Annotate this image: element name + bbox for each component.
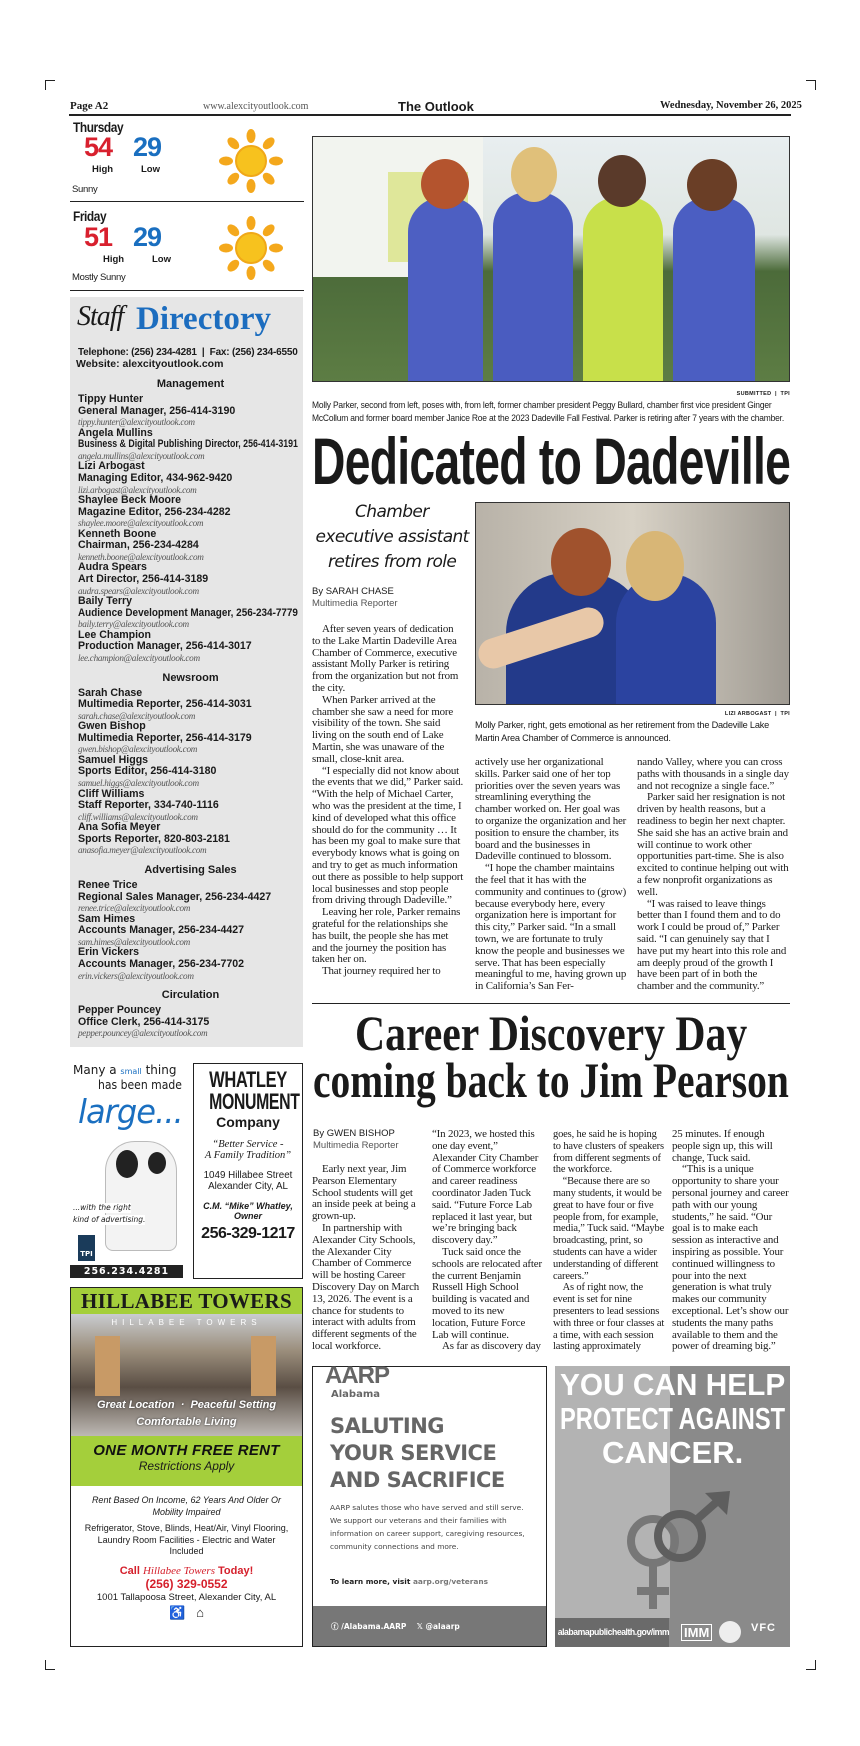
headline-line: CANCER. <box>602 1435 744 1470</box>
staff-title: Sports Reporter, 820-803-2181 <box>78 832 230 845</box>
x-icon: 𝕏 <box>416 1622 423 1631</box>
vfc-logo: VFC <box>751 1622 776 1634</box>
headline: coming back to Jim Pearson <box>313 1052 789 1108</box>
article-column <box>432 1129 542 1353</box>
headline-wrap <box>312 424 791 498</box>
person-head <box>551 528 611 596</box>
section-rule <box>312 1003 790 1004</box>
x-handle[interactable]: @alaarp <box>425 1622 460 1631</box>
staff-email[interactable]: baily.terry@alexcityoutlook.com <box>78 619 189 630</box>
person-head <box>511 147 557 202</box>
staff-email[interactable]: shaylee.moore@alexcityoutlook.com <box>78 518 204 529</box>
facebook-icon: ⓕ <box>331 1622 339 1631</box>
low-label: Low <box>152 254 171 265</box>
headline-line <box>312 1005 790 1061</box>
person-head <box>421 159 469 209</box>
ad-text: small <box>120 1067 142 1076</box>
article-column <box>672 1129 790 1353</box>
staff-email[interactable]: tippy.hunter@alexcityoutlook.com <box>78 417 195 428</box>
directory-entry <box>78 461 303 495</box>
ad-owner: C.M. “Mike” Whatley, <box>203 1201 293 1211</box>
staff-title: Art Director, 256-414-3189 <box>78 573 209 586</box>
staff-name: Tippy Hunter <box>78 393 144 405</box>
weather-day: Friday <box>73 208 107 224</box>
deck-line: retires from role <box>328 552 457 572</box>
article-paragraph: “In 2023, we hosted this one day event,” Alexander City Chamber of Commerce workforce and career readiness coordinator Jaden Tuck said. “Future Force Lab replaced it last year, but we’re bringing back discovery day.” <box>432 1128 539 1247</box>
aarp-cta <box>330 1577 488 1587</box>
byline <box>313 1128 399 1152</box>
directory-entry <box>78 562 303 596</box>
directory-entry <box>78 428 303 462</box>
ad-text: Many a <box>73 1063 117 1077</box>
weather-condition: Mostly Sunny <box>72 272 126 283</box>
staff-email[interactable]: pepper.pouncey@alexcityoutlook.com <box>78 1028 208 1039</box>
imm-logo: IMM <box>681 1624 712 1641</box>
ad-text: Hillabee Towers <box>142 1564 215 1577</box>
accessibility-icon: ♿ <box>169 1604 186 1620</box>
staff-name: Shaylee Beck Moore <box>78 494 182 507</box>
directory-title: Directory <box>136 301 271 337</box>
staff-email[interactable]: anasofia.meyer@alexcityoutlook.com <box>78 845 207 856</box>
ad-headline: large... <box>78 1092 183 1131</box>
byline <box>312 586 398 610</box>
ad-text: ...with the right <box>73 1203 131 1212</box>
directory-title-script: Staff <box>77 301 124 332</box>
directory-entry <box>78 789 303 823</box>
ad-offer-note: Restrictions Apply <box>138 1459 235 1473</box>
high-label: High <box>92 164 114 175</box>
directory-entry <box>78 529 303 563</box>
headline: Career Discovery Day <box>355 1005 748 1061</box>
aarp-logo: AARP <box>325 1362 390 1389</box>
directory-entry <box>78 755 303 789</box>
ad-slogan: A Family Tradition” <box>204 1150 292 1161</box>
staff-email[interactable]: gwen.bishop@alexcityoutlook.com <box>78 744 198 755</box>
staff-title: Magazine Editor, 256-234-4282 <box>78 505 231 518</box>
headline-line: YOUR SERVICE <box>330 1441 497 1465</box>
paper-name: The Outlook <box>398 99 474 114</box>
staff-title: Accounts Manager, 256-234-7702 <box>78 957 245 970</box>
staff-email[interactable]: angela.mullins@alexcityoutlook.com <box>78 450 205 461</box>
ad-call <box>71 1565 302 1577</box>
weather-divider <box>70 201 304 202</box>
article-paragraph: 25 minutes. If enough people sign up, this will change, Tuck said. <box>672 1128 773 1164</box>
staff-name: Lizi Arbogast <box>78 460 145 473</box>
staff-name: Audra Spears <box>78 561 147 574</box>
directory-entry <box>78 721 303 755</box>
staff-name: Baily Terry <box>78 595 132 608</box>
aarp-ad[interactable] <box>312 1362 547 1647</box>
deck-line: executive assistant <box>315 527 469 547</box>
article-paragraph: That journey required her to <box>322 965 441 978</box>
staff-name: Lee Champion <box>78 628 151 641</box>
article-column <box>637 757 791 993</box>
site-url[interactable]: www.alexcityoutlook.com <box>203 101 309 112</box>
article-paragraph: Leaving her role, Parker remains grateful for the relationships she has built, the people she has met and the journey the position has taken her on. <box>312 906 461 966</box>
ad-name: WHATLEY <box>209 1067 287 1092</box>
person <box>408 197 483 382</box>
directory-website[interactable]: Website: alexcityoutlook.com <box>76 358 224 370</box>
photo-credit: LIZI ARBOGAST | TPI <box>724 711 790 717</box>
staff-email[interactable]: sarah.chase@alexcityoutlook.com <box>78 710 196 721</box>
hillabee-towers-ad[interactable] <box>70 1287 303 1647</box>
staff-name: Sarah Chase <box>78 686 143 699</box>
article-paragraph: “I was raised to leave things better than I found them and to do work I could be proud of,” Parker said. “I can genuinely say that I have put my heart into this role and am deeply proud of the growth I have been part of in both the chamber and the community.” <box>637 897 787 993</box>
staff-title: Accounts Manager, 256-234-4427 <box>78 924 245 937</box>
staff-title: Business & Digital Publishing Director, 256-414-3191 <box>78 438 298 451</box>
brick-pillar <box>251 1336 276 1396</box>
staff-email[interactable]: kenneth.boone@alexcityoutlook.com <box>78 551 204 562</box>
directory-entry <box>78 630 303 664</box>
article-paragraph: Parker said her resignation is not driven by health reasons, but a readiness to begin her next chapter. She said she has an active brain and will continue to work other opportunities part-time. She is also excited to continue helping out with a few nonprofit organizations as well. <box>637 791 789 898</box>
staff-name: Cliff Williams <box>78 787 145 800</box>
staff-name: Kenneth Boone <box>78 527 157 540</box>
crop-mark <box>806 1660 816 1670</box>
person-head <box>687 159 737 211</box>
ad-tagline: Comfortable Living <box>136 1416 237 1428</box>
article-paragraph: “I especially did not know about the events that we did,” Parker said. “With the help of Michael Carter, who was the president at the time, I kind of developed what this office should do for the community … It has been my goal to make sure that everybody knows what is going on and try to get as much information out there as possible to help support local businesses and stop people from driving through Dadeville.” <box>312 764 464 907</box>
headline-wrap <box>312 1005 790 1108</box>
page-number: Page A2 <box>70 100 109 112</box>
staff-email[interactable]: cliff.williams@alexcityoutlook.com <box>78 811 198 822</box>
article-paragraph: goes, he said he is hoping to have clusters of speakers from different segments of the workforce. <box>553 1128 664 1176</box>
directory-contact: Telephone: (256) 234-4281 | Fax: (256) 234-6550 <box>78 347 298 358</box>
staff-email[interactable]: samuel.higgs@alexcityoutlook.com <box>78 778 199 789</box>
ad-owner: Owner <box>233 1211 262 1221</box>
staff-name: Angela Mullins <box>78 426 153 439</box>
aarp-headline <box>330 1413 505 1494</box>
directory-entry <box>78 495 303 529</box>
headline-line: YOU CAN HELP <box>560 1367 786 1402</box>
person-head <box>626 531 684 601</box>
article-paragraph: Tuck said once the schools are relocated after the current Benjamin Russell High School building is vacated and moved to its new location, Future Force Lab will continue. <box>432 1245 542 1341</box>
directory-entry <box>78 880 303 914</box>
ad-text <box>73 1063 176 1079</box>
staff-title: Audience Development Manager, 256-234-7779 <box>78 606 298 619</box>
offer-banner <box>71 1436 302 1486</box>
photo-credit: SUBMITTED | TPI <box>736 391 790 397</box>
article-paragraph: After seven years of dedication to the Lake Martin Dadeville Area Chamber of Commerce, executive assistant Molly Parker is retiring from the organization but not from the city. <box>312 623 459 694</box>
byline-role: Multimedia Reporter <box>312 598 398 609</box>
article-paragraph: When Parker arrived at the chamber she saw a need for more visibility of the town. She said living on the south end of Lake Martin, she was unaware of the small, close-knit area. <box>312 693 454 765</box>
staff-title: Regional Sales Manager, 256-234-4427 <box>78 890 272 903</box>
header-rule <box>69 114 791 116</box>
cta-text: To learn more, visit <box>330 1577 411 1586</box>
ad-offer: ONE MONTH FREE RENT <box>93 1442 280 1459</box>
directory-list <box>70 378 303 1039</box>
deck-line: Chamber <box>355 502 429 522</box>
article-column <box>312 1164 420 1353</box>
crop-mark <box>45 1660 55 1670</box>
dog-illustration <box>105 1141 177 1251</box>
ad-phone: 256-329-1217 <box>201 1225 295 1242</box>
high-temp: 51 <box>84 222 113 252</box>
staff-title: Chairman, 256-234-4284 <box>78 539 199 552</box>
staff-name: Gwen Bishop <box>78 720 146 733</box>
facebook-handle[interactable]: /Alabama.AARP <box>341 1622 407 1631</box>
person <box>493 192 573 382</box>
staff-name: Erin Vickers <box>78 946 140 959</box>
article-column <box>312 624 464 978</box>
staff-title: Multimedia Reporter, 256-414-3031 <box>78 698 252 711</box>
photo-caption: Molly Parker, second from left, poses with, from left, former chamber president Peggy Bullard, chamber first vice president Ginger McCollum and former board member Janice Roe at the 2023 Dadeville Fall Festival. Parker is retiring after 7 years with the chamber. <box>312 400 785 423</box>
ad-name: Company <box>216 1114 280 1130</box>
staff-title: Multimedia Reporter, 256-414-3179 <box>78 731 252 744</box>
ad-slogan: “Better Service - <box>212 1139 284 1150</box>
staff-name: Samuel Higgs <box>78 753 149 766</box>
brick-pillar <box>95 1336 120 1396</box>
high-label: High <box>103 254 125 265</box>
chamber-group-photo <box>312 136 790 382</box>
directory-entry <box>78 688 303 722</box>
ad-title: HILLABEE TOWERS <box>71 1288 302 1314</box>
cancer-headline <box>555 1368 790 1470</box>
article-paragraph: “Because there are so many students, it would be great to have four or five people from, for example, media,” Tuck said. “Maybe broadcasting, print, so students can have a wider understanding of different careers.” <box>553 1175 665 1282</box>
weather-divider <box>70 290 304 291</box>
directory-section-heading: Circulation <box>161 989 220 1001</box>
article-paragraph: nando Valley, where you can cross paths with thousands in a single day and not recognize a single face.” <box>637 756 789 792</box>
staff-email[interactable]: erin.vickers@alexcityoutlook.com <box>78 970 194 981</box>
article-deck <box>312 500 472 575</box>
weather-condition: Sunny <box>72 184 98 195</box>
staff-name: Pepper Pouncey <box>78 1004 162 1016</box>
ad-address: Alexander City, AL <box>208 1181 288 1192</box>
staff-title: General Manager, 256-414-3190 <box>78 404 236 417</box>
directory-entry <box>78 947 303 981</box>
emotional-hug-photo <box>475 502 790 705</box>
crop-mark <box>806 80 816 90</box>
article-paragraph: “I hope the chamber maintains the feel that it has with the community and continues to (grow) because everybody here, every organization here is important for this city,” Parker said. “In a small town, we are fortunate to truly know the people and businesses we serve. That has been especially meaningful to me, having grown up in California’s San Fer- <box>475 862 627 993</box>
headline-line: AND SACRIFICE <box>330 1468 505 1492</box>
ad-text: Rent Based On Income, 62 Years And Older Or Mobility Impaired <box>91 1495 282 1517</box>
staff-email[interactable]: lizi.arbogast@alexcityoutlook.com <box>78 484 197 495</box>
photo-caption: Molly Parker, right, gets emotional as her retirement from the Dadeville Lake Martin Area Chamber of Commerce is announced. <box>475 720 770 743</box>
ad-tagline: Great Location · Peaceful Setting <box>96 1399 277 1411</box>
directory-entry <box>78 596 303 630</box>
equal-housing-icon: ⌂ <box>196 1604 204 1620</box>
tpi-logo: TPI <box>78 1235 95 1261</box>
ad-phone: (256) 329-0552 <box>145 1576 228 1591</box>
gender-symbols-icon <box>625 1491 735 1616</box>
low-temp: 29 <box>133 132 162 162</box>
staff-email[interactable]: lee.champion@alexcityoutlook.com <box>78 653 200 663</box>
staff-title: Production Manager, 256-414-3017 <box>78 640 252 653</box>
directory-entry <box>78 1005 303 1039</box>
building-photo <box>71 1314 302 1436</box>
directory-section-heading: Advertising Sales <box>144 863 237 876</box>
hpv-cancer-ad[interactable] <box>555 1366 790 1647</box>
ad-name: MONUMENT <box>209 1089 300 1114</box>
ad-address: 1049 Hillabee Street <box>203 1170 293 1181</box>
article-paragraph: actively use her organizational skills. Parker said one of her top priorities over the seven years was streamlining everything the chamber worked on. Her goal was to organize the organization and her position to ensure the chamber, its board and the businesses in Dadeville continued to blossom. <box>475 756 627 863</box>
person <box>673 197 755 382</box>
tpi-advertising-ad[interactable] <box>70 1063 183 1279</box>
weather-day: Thursday <box>73 119 124 135</box>
staff-name: Ana Sofia Meyer <box>78 821 161 834</box>
headline-line: PROTECT AGAINST <box>560 1401 786 1436</box>
aarp-body: AARP salutes those who have served and still serve. We support our veterans and their families with information on career support, caregiving resources, community connections and more. <box>330 1503 525 1551</box>
directory-entry <box>78 914 303 948</box>
directory-section-heading: Management <box>156 378 225 390</box>
issue-date: Wednesday, November 26, 2025 <box>660 100 802 111</box>
staff-title: Sports Editor, 256-414-3180 <box>78 765 217 778</box>
ad-text: Call <box>119 1564 140 1577</box>
building-sign: HILLABEE TOWERS <box>111 1318 262 1327</box>
low-label: Low <box>141 164 160 175</box>
person-head <box>598 155 646 207</box>
aarp-footer <box>313 1606 546 1646</box>
staff-title: Office Clerk, 256-414-3175 <box>78 1015 210 1028</box>
headline-line: SALUTING <box>330 1414 445 1438</box>
byline-author: By SARAH CHASE <box>312 586 394 597</box>
headline-line <box>312 1052 790 1108</box>
cta-link[interactable]: aarp.org/veterans <box>412 1577 489 1586</box>
directory-section-heading: Newsroom <box>162 671 219 684</box>
ad-text: kind of advertising. <box>73 1215 146 1224</box>
byline-author: By GWEN BISHOP <box>313 1128 395 1139</box>
whatley-monument-ad[interactable] <box>193 1063 303 1279</box>
ad-text: Today! <box>218 1564 254 1577</box>
low-temp: 29 <box>133 222 162 252</box>
article-column <box>475 757 628 993</box>
ad-phone: 256.234.4281 <box>70 1265 183 1278</box>
sun-icon <box>218 215 284 281</box>
ad-icons <box>71 1605 302 1621</box>
directory-entry <box>78 822 303 856</box>
cancer-footer <box>555 1618 790 1647</box>
circle-logo <box>719 1621 741 1643</box>
ad-text: thing <box>145 1063 177 1077</box>
staff-title: Managing Editor, 434-962-9420 <box>78 471 233 484</box>
ad-address: 1001 Tallapoosa Street, Alexander City, AL <box>96 1591 277 1603</box>
high-temp: 54 <box>84 132 113 162</box>
byline-role: Multimedia Reporter <box>313 1140 399 1151</box>
ad-text: has been made <box>98 1078 182 1092</box>
headline: Dedicated to Dadeville <box>312 424 791 498</box>
staff-title: Staff Reporter, 334-740-1116 <box>78 799 219 812</box>
staff-directory <box>70 297 303 1047</box>
person <box>583 197 663 382</box>
article-column <box>553 1129 665 1353</box>
article-paragraph: As far as discovery day <box>442 1340 541 1353</box>
directory-entry <box>78 394 303 428</box>
ad-text: Refrigerator, Stove, Blinds, Heat/Air, Vinyl Flooring, Laundry Room Facilities - Electric and Water Included <box>84 1523 289 1556</box>
article-paragraph: As of right now, the event is set for nine presenters to lead sessions with three or four classes at a time, with each session lasting approximately <box>553 1281 665 1353</box>
staff-email[interactable]: renee.trice@alexcityoutlook.com <box>78 903 191 914</box>
crop-mark <box>45 80 55 90</box>
article-paragraph: “This is a unique opportunity to share your personal journey and career path with our young students,” he said. “Our goal is to make each session as interactive and inspiring as possible. Your continued willingness to pour into the next generation is what truly makes our community exceptional. Let’s show our students the many paths available to them and the power of dreaming big.” <box>672 1163 789 1353</box>
staff-email[interactable]: sam.himes@alexcityoutlook.com <box>78 936 191 947</box>
health-url[interactable]: alabamapublichealth.gov/imm <box>555 1618 669 1647</box>
staff-name: Sam Himes <box>78 912 136 925</box>
article-paragraph: Early next year, Jim Pearson Elementary School students will get an inside peek at being a grown-up. <box>312 1163 416 1223</box>
staff-email[interactable]: audra.spears@alexcityoutlook.com <box>78 585 199 596</box>
aarp-state: Alabama <box>331 1389 380 1400</box>
sun-icon <box>218 128 284 194</box>
staff-name: Renee Trice <box>78 878 138 891</box>
article-paragraph: In partnership with Alexander City Schools, the Alexander City Chamber of Commerce will be hosting Career Discovery Day on March 13, 2026. The event is a chance for students to interact with adults from different segments of the local workforce. <box>312 1221 420 1352</box>
